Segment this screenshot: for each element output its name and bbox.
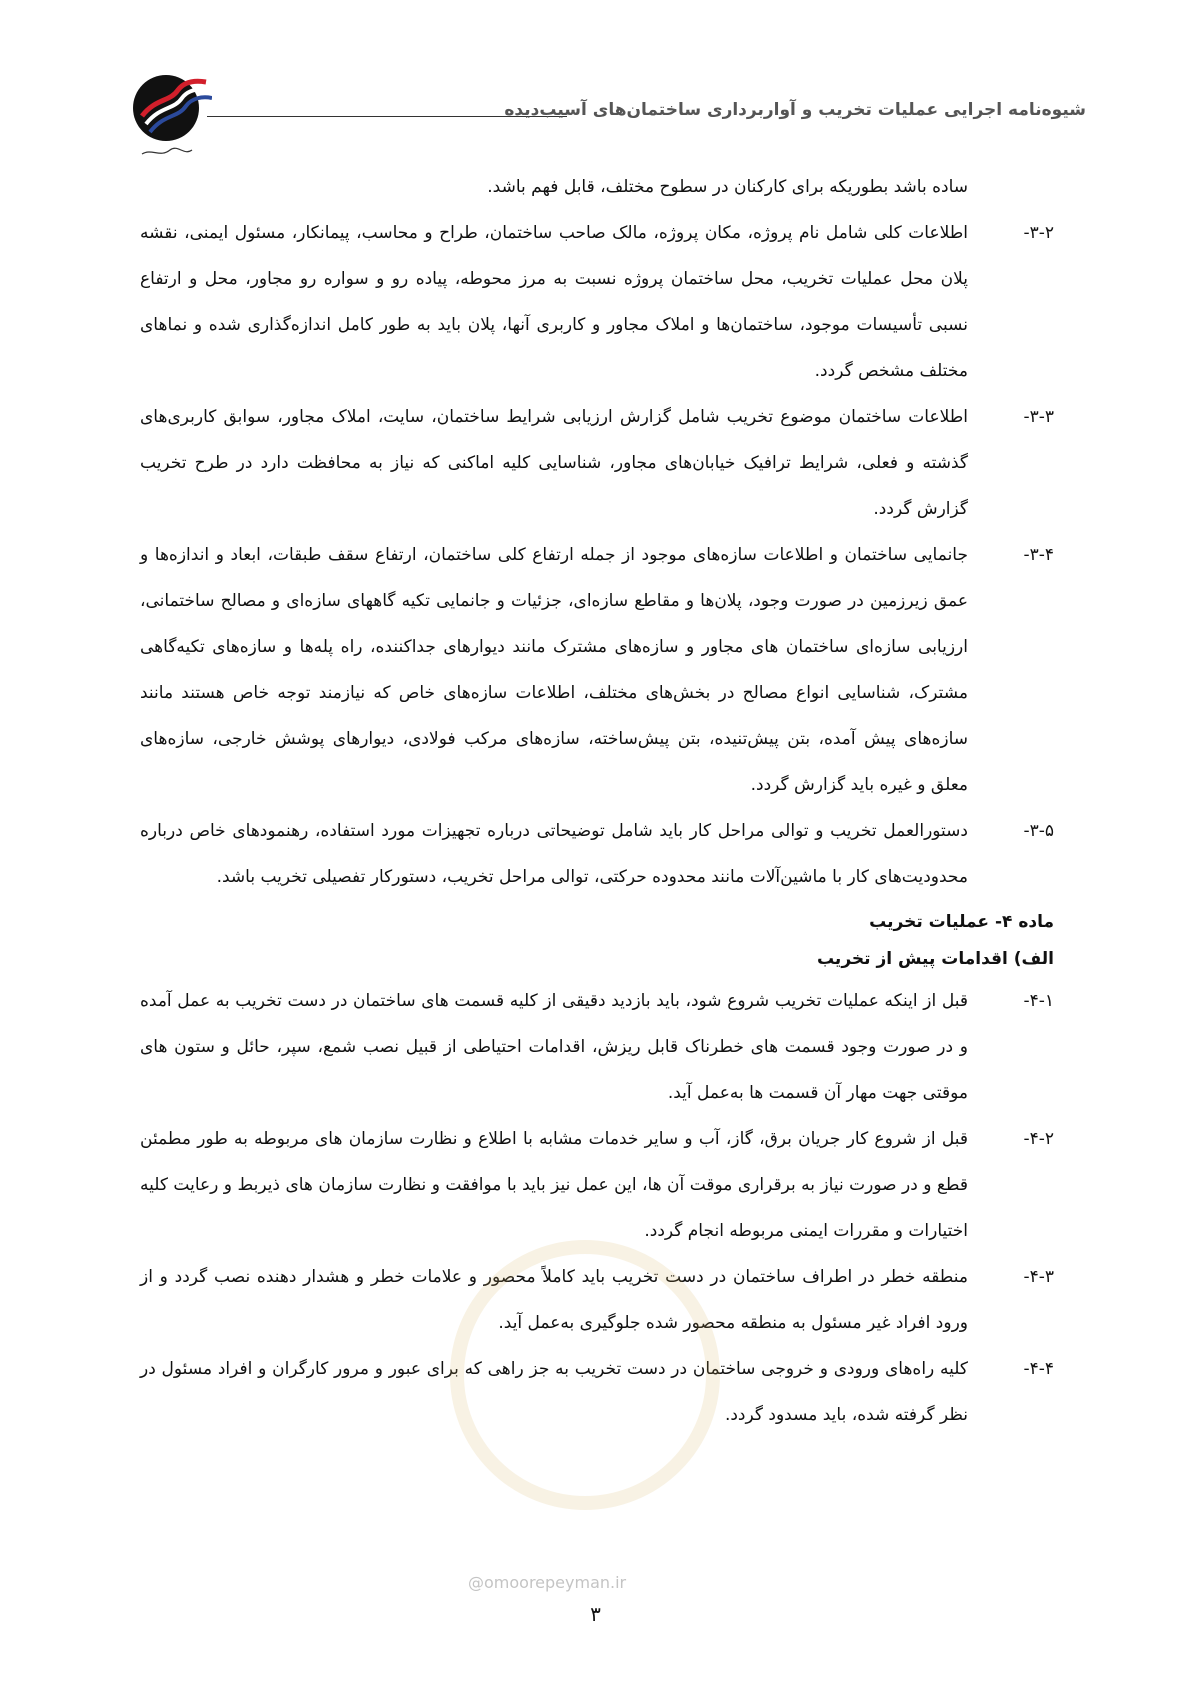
clause-3-2 (140, 210, 1054, 394)
clause-4-3 (140, 1254, 1054, 1346)
document-body (140, 164, 1054, 1438)
clause-3-5 (140, 808, 1054, 900)
page-number: ۳ (590, 1602, 601, 1626)
clause-number: ۴-۱- (1023, 991, 1054, 1011)
subsection-heading: الف) اقدامات پیش از تخریب (816, 949, 1054, 969)
organization-logo (122, 72, 212, 164)
continuation-paragraph: ساده باشد بطوریکه برای کارکنان در سطوح مختلف، قابل فهم باشد. (487, 177, 968, 197)
clause-number: ۴-۴- (1023, 1359, 1054, 1379)
document-title: شیوه‌نامه اجرایی عملیات تخریب و آواربرداری ساختمان‌های آسیب‌دیده (504, 100, 1086, 120)
clause-text: اطلاعات کلی شامل نام پروژه، مکان پروژه، مالک صاحب ساختمان، طراح و محاسب، پیمانکار، مسئول ایمنی، نقشه پلان محل عملیات تخریب، محل ساختمان پروژه نسبت به مرز محوطه، پیاده رو و سواره رو مجاور، محل و ارتفاع نسبی تأسیسات موجود، ساختمان‌ها و املاک مجاور و کاربری آنها، پلان باید به طور کامل اندازه‌گذاری شده و نماهای مختلف مشخص گردد. (140, 223, 968, 381)
clause-4-1 (140, 978, 1054, 1116)
clause-4-2 (140, 1116, 1054, 1254)
clause-text: دستورالعمل تخریب و توالی مراحل کار باید شامل توضیحاتی درباره تجهیزات مورد استفاده، رهنمودهای خاص درباره محدودیت‌های کار با ماشین‌آلات مانند محدوده حرکتی، توالی مراحل تخریب، دستورکار تفصیلی تخریب باشد. (140, 821, 968, 887)
clause-text: منطقه خطر در اطراف ساختمان در دست تخریب باید کاملاً محصور و علامات خطر و هشدار دهنده نصب گردد و از ورود افراد غیر مسئول به منطقه محصور شده جلوگیری به‌عمل آید. (140, 1267, 968, 1333)
clause-text: قبل از شروع کار جریان برق، گاز، آب و سایر خدمات مشابه با اطلاع و نظارت سازمان های مربوطه به طور مطمئن قطع و در صورت نیاز به برقراری موقت آن ها، این عمل نیز باید با موافقت و نظارت سازمان های ذیربط و رعایت کلیه اختیارات و مقررات ایمنی مربوطه انجام گردد. (140, 1129, 968, 1241)
clause-text: اطلاعات ساختمان موضوع تخریب شامل گزارش ارزیابی شرایط ساختمان، سایت، املاک مجاور، سوابق کاربری‌های گذشته و فعلی، شرایط ترافیک خیابان‌های مجاور، شناسایی کلیه اماکنی که نیاز به محافظت دارد در طرح تخریب گزارش گردد. (140, 407, 968, 519)
page-header (0, 60, 1191, 180)
section-heading: ماده ۴- عملیات تخریب (869, 912, 1054, 932)
clause-number: ۳-۵- (1023, 821, 1054, 841)
clause-number: ۳-۳- (1023, 407, 1054, 427)
clause-text: قبل از اینکه عملیات تخریب شروع شود، باید بازدید دقیقی از کلیه قسمت های ساختمان در دست تخریب به عمل آمده و در صورت وجود قسمت های خطرناک قابل ریزش، اقدامات احتیاطی از قبیل نصب شمع، سپر، حائل و ستون های موقتی جهت مهار آن قسمت ها به‌عمل آید. (140, 991, 968, 1103)
clause-number: ۴-۳- (1023, 1267, 1054, 1287)
watermark-text: @omoorepeyman.ir (468, 1573, 627, 1592)
clause-3-3 (140, 394, 1054, 532)
clause-text: کلیه راه‌های ورودی و خروجی ساختمان در دست تخریب به جز راهی که برای عبور و مرور کارگران و افراد مسئول در نظر گرفته شده، باید مسدود گردد. (140, 1359, 968, 1425)
clause-number: ۳-۲- (1023, 223, 1054, 243)
clause-text: جانمایی ساختمان و اطلاعات سازه‌های موجود از جمله ارتفاع کلی ساختمان، ارتفاع سقف طبقات، ابعاد و اندازه‌ها و عمق زیرزمین در صورت وجود، پلان‌ها و مقاطع سازه‌ای، جزئیات و جانمایی تکیه گاههای سازه‌ای و مصالح ساختمانی، ارزیابی سازه‌ای ساختمان های مجاور و سازه‌های مشترک مانند دیوارهای جداکننده، راه پله‌ها و سازه‌های تکیه‌گاهی مشترک، شناسایی انواع مصالح در بخش‌های مختلف، اطلاعات سازه‌های خاص که نیازمند توجه خاص هستند مانند سازه‌های پیش آمده، بتن پیش‌تنیده، بتن پیش‌ساخته، سازه‌های مرکب فولادی، دیوارهای پوشش خارجی، سازه‌های معلق و غیره باید گزارش گردد. (140, 545, 968, 795)
clause-3-4 (140, 532, 1054, 808)
clause-number: ۴-۲- (1023, 1129, 1054, 1149)
clause-number: ۳-۴- (1023, 545, 1054, 565)
clause-4-4 (140, 1346, 1054, 1438)
